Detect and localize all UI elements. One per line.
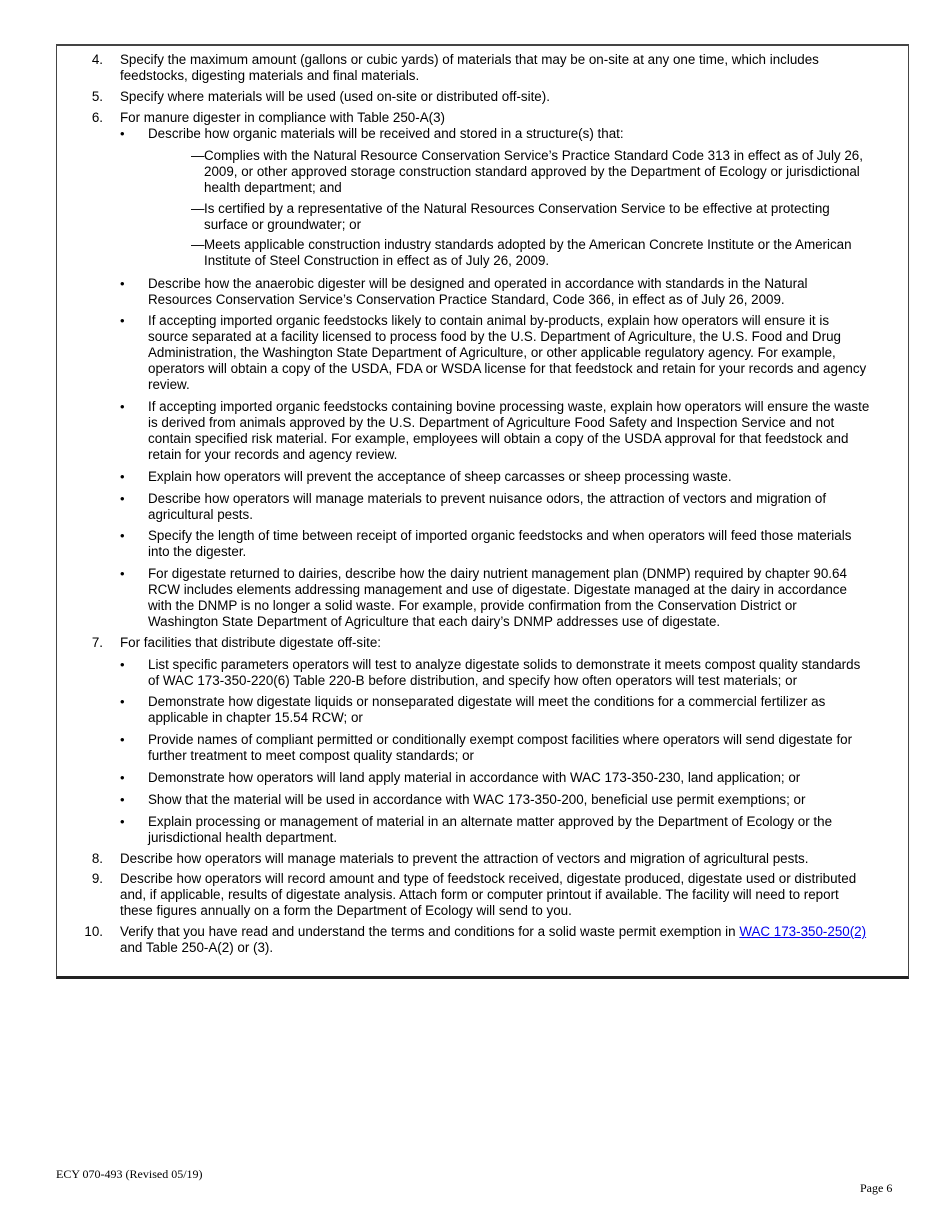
bullet-text: retain for your records and agency review. (148, 447, 398, 462)
item-number: 6. (91, 110, 103, 125)
wac-173-350-250-link[interactable]: WAC 173-350-250(2) (739, 924, 867, 939)
bullet-icon: • (120, 528, 125, 543)
bullet-icon: • (120, 694, 125, 709)
item-text: For facilities that distribute digestate off-site: (120, 635, 381, 650)
item-text: and Table 250-A(2) or (3). (120, 940, 274, 955)
bullet-icon: • (120, 792, 125, 807)
item-text: Describe how operators will manage materials to prevent the attraction of vectors and migration of agricultural pests. (120, 851, 809, 866)
bullet-text: applicable in chapter 15.54 RCW; or (148, 710, 363, 725)
dash-text: Meets applicable construction industry standards adopted by the American Concrete Institute or the American (204, 237, 852, 252)
dash-text: Complies with the Natural Resource Conservation Service’s Practice Standard Code 313 in effect as of July 26, (204, 148, 863, 163)
form-number: ECY 070-493 (Revised 05/19) (56, 1167, 203, 1181)
bullet-text: further treatment to meet compost quality standards; or (148, 748, 474, 763)
dash-text: Institute of Steel Construction in effect as of July 26, 2009. (204, 253, 550, 268)
bullet-text: with the DNMP is no longer a solid waste. For example, provide confirmation from the Conservation District or (148, 598, 797, 613)
bullet-icon: • (120, 770, 125, 785)
bullet-text: agricultural pests. (148, 507, 253, 522)
bullet-text: source separated at a facility licensed to process food by the U.S. Department of Agriculture, the U.S. Food and Drug (148, 329, 841, 344)
bullet-text: List specific parameters operators will test to analyze digestate solids to demonstrate it meets compost quality standards (148, 657, 861, 672)
bullet-text: is derived from animals approved by the U.S. Department of Agriculture Food Safety and Inspection Service and not (148, 415, 835, 430)
bullet-icon: • (120, 399, 125, 414)
bullet-icon: • (120, 126, 125, 141)
item-text: and, if applicable, results of digestate analysis. Attach form or computer printout if available. The facility will need to report (120, 887, 839, 902)
bullet-text: Resources Conservation Service’s Conservation Practice Standard, Code 366, in effect as of July 26, 2009. (148, 292, 785, 307)
bullet-icon: • (120, 814, 125, 829)
bullet-text: Describe how the anaerobic digester will be designed and operated in accordance with standards in the Natural (148, 276, 808, 291)
bullet-text: Describe how organic materials will be received and stored in a structure(s) that: (148, 126, 624, 141)
item-text: feedstocks, digesting materials and final materials. (120, 68, 420, 83)
bullet-text: Show that the material will be used in accordance with WAC 173-350-200, beneficial use permit exemptions; or (148, 792, 806, 807)
bullet-text: Specify the length of time between receipt of imported organic feedstocks and when operators will feed those materials (148, 528, 852, 543)
bullet-icon: • (120, 657, 125, 672)
bullet-text: Demonstrate how operators will land apply material in accordance with WAC 173-350-230, land application; or (148, 770, 801, 785)
bullet-text: Administration, the Washington State Department of Agriculture, or other applicable regulatory agency. For example, (148, 345, 836, 360)
dash-text: surface or groundwater; or (204, 217, 362, 232)
bullet-icon: • (120, 732, 125, 747)
bullet-text: For digestate returned to dairies, describe how the dairy nutrient management plan (DNMP) required by chapter 90.64 (148, 566, 847, 581)
item-text: Specify where materials will be used (used on-site or distributed off-site). (120, 89, 550, 104)
dash-icon: — (191, 201, 205, 216)
item-number: 9. (91, 871, 103, 886)
bullet-text: If accepting imported organic feedstocks likely to contain animal by-products, explain how operators will ensure it is (148, 313, 830, 328)
item-text: Describe how operators will record amount and type of feedstock received, digestate produced, digestate used or distributed (120, 871, 857, 886)
bullet-icon: • (120, 313, 125, 328)
bullet-text: Demonstrate how digestate liquids or nonseparated digestate will meet the conditions for a commercial fertilizer as (148, 694, 826, 709)
dash-text: 2009, or other approved storage construction standard approved by the Department of Ecology or jurisdictional (204, 164, 860, 179)
item-number: 8. (91, 851, 103, 866)
bullet-text: RCW includes elements addressing management and use of digestate. Digestate managed at the dairy in accordance (148, 582, 847, 597)
item-number: 10. (84, 924, 103, 939)
item-text (120, 924, 866, 940)
bullet-text: Provide names of compliant permitted or conditionally exempt compost facilities where operators will send digestate for (148, 732, 853, 747)
dash-icon: — (191, 237, 205, 252)
page-number: Page 6 (860, 1181, 893, 1195)
bullet-text: of WAC 173-350-220(6) Table 220-B before distribution, and specify how often operators will test materials; or (148, 673, 798, 688)
bullet-text: Describe how operators will manage materials to prevent nuisance odors, the attraction of vectors and migration of (148, 491, 827, 506)
bullet-text: contain specified risk material. For example, employees will obtain a copy of the USDA approval for that feedstock and (148, 431, 849, 446)
item-number: 5. (91, 89, 103, 104)
bullet-text: If accepting imported organic feedstocks containing bovine processing waste, explain how operators will ensure the waste (148, 399, 870, 414)
bullet-text: into the digester. (148, 544, 247, 559)
bullet-icon: • (120, 491, 125, 506)
bullet-icon: • (120, 566, 125, 581)
dash-icon: — (191, 148, 205, 163)
bullet-text: Explain how operators will prevent the acceptance of sheep carcasses or sheep processing waste. (148, 469, 732, 484)
bullet-text: operators will obtain a copy of the USDA, FDA or WSDA license for that feedstock and retain for your records and agency (148, 361, 867, 376)
bullet-text: review. (148, 377, 190, 392)
bullet-text: Explain processing or management of material in an alternate matter approved by the Department of Ecology or the (148, 814, 833, 829)
bullet-icon: • (120, 469, 125, 484)
bullet-text: Washington State Department of Agriculture that each dairy’s DNMP addresses use of digestate. (148, 614, 721, 629)
bullet-icon: • (120, 276, 125, 291)
item-number: 4. (91, 52, 103, 67)
item-text: these figures annually on a form the Department of Ecology will send to you. (120, 903, 572, 918)
item-number: 7. (91, 635, 103, 650)
item-text: Specify the maximum amount (gallons or cubic yards) of materials that may be on-site at any one time, which includes (120, 52, 819, 67)
item-text: For manure digester in compliance with Table 250-A(3) (120, 110, 446, 125)
dash-text: Is certified by a representative of the Natural Resources Conservation Service to be effective at protecting (204, 201, 830, 216)
item-text-prefix: Verify that you have read and understand the terms and conditions for a solid waste permit exemption in (120, 924, 740, 939)
dash-text: health department; and (204, 180, 342, 195)
bullet-text: jurisdictional health department. (148, 830, 338, 845)
